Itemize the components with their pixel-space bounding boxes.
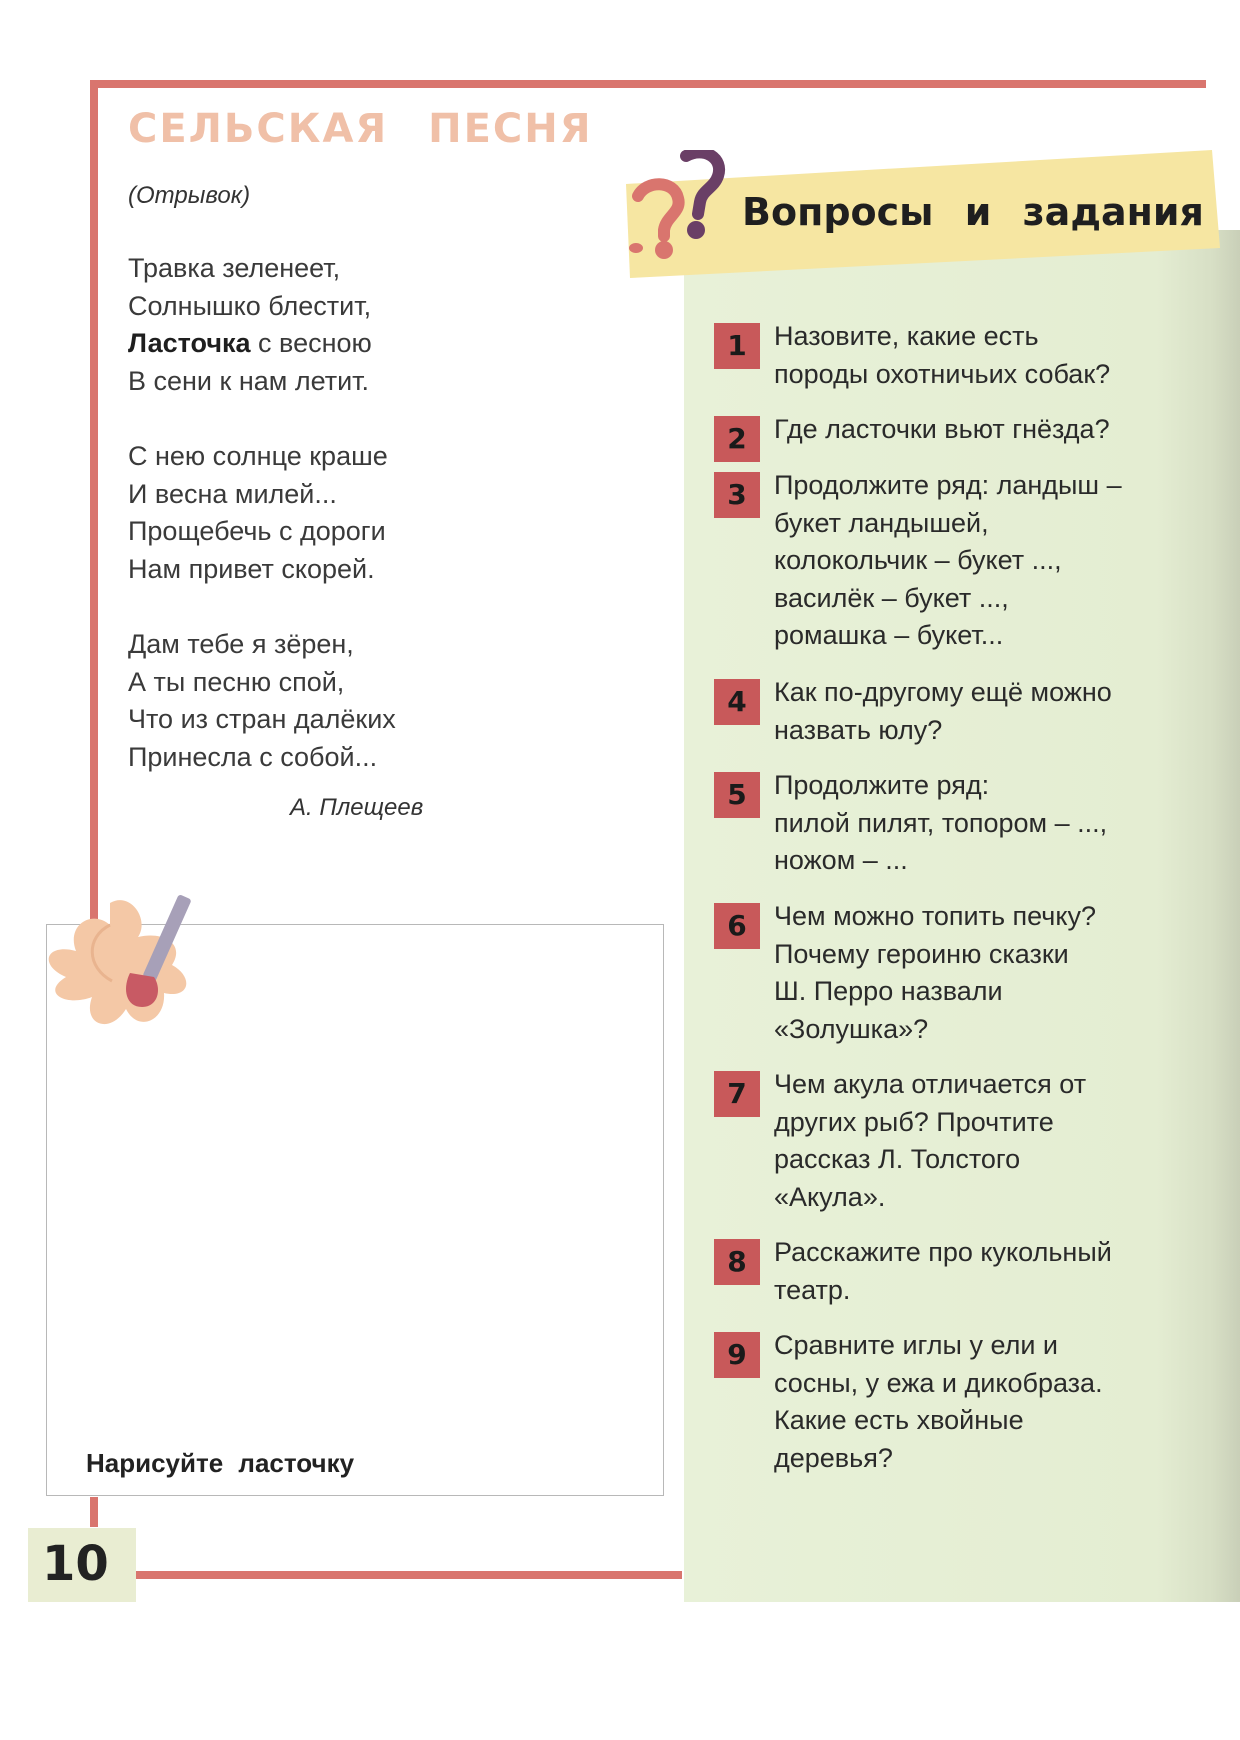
poem-stanza-3 xyxy=(128,626,396,776)
question-number-badge: 7 xyxy=(714,1071,760,1117)
question-line: букет ландышей, xyxy=(774,507,989,538)
question-line: Почему героиню сказки xyxy=(774,938,1069,969)
poem-line: В сени к нам летит. xyxy=(128,365,370,396)
question-line: Сравните иглы у ели и xyxy=(774,1330,1058,1360)
questions-title: Вопросы и задания xyxy=(742,190,1204,234)
question-line: пилой пилят, топором – ..., xyxy=(774,807,1108,838)
question-line: деревья? xyxy=(774,1442,893,1473)
question-text xyxy=(774,467,1240,655)
question-line: «Акула». xyxy=(774,1181,886,1212)
poem-subtitle: (Отрывок) xyxy=(128,182,251,209)
question-number-badge: 5 xyxy=(714,772,760,818)
poem-line: Прощебечь с дороги xyxy=(128,516,386,546)
paint-brush-icon xyxy=(26,885,216,1055)
question-line: рассказ Л. Толстого xyxy=(774,1144,1021,1174)
question-line: ромашка – букет... xyxy=(774,620,1004,650)
poem-title: СЕЛЬСКАЯ ПЕСНЯ xyxy=(128,106,593,152)
question-text xyxy=(774,318,1240,393)
question-number-badge: 3 xyxy=(714,472,760,518)
poem-author: А. Плещеев xyxy=(290,794,424,821)
question-text xyxy=(774,767,1240,880)
question-text xyxy=(774,1327,1240,1477)
poem-line: Солнышко блестит, xyxy=(128,290,372,321)
question-line: породы охотничьих собак? xyxy=(774,358,1111,389)
question-line: Где ласточки вьют гнёзда? xyxy=(774,414,1110,444)
poem-line: Дам тебе я зёрен, xyxy=(128,629,354,659)
page-frame-left xyxy=(90,80,98,922)
question-line: Продолжите ряд: ландыш – xyxy=(774,470,1122,500)
question-line: ножом – ... xyxy=(774,845,908,875)
poem-line xyxy=(128,325,372,363)
question-number-badge: 2 xyxy=(714,416,760,462)
question-line: Какие есть хвойные xyxy=(774,1405,1024,1435)
question-text xyxy=(774,411,1240,449)
poem-line: Травка зеленеет, xyxy=(128,253,341,283)
poem-line: А ты песню спой, xyxy=(128,666,345,697)
question-line: василёк – букет ..., xyxy=(774,582,1009,613)
question-line: Расскажите про кукольный xyxy=(774,1237,1112,1267)
page-number: 10 xyxy=(28,1528,136,1602)
question-text xyxy=(774,674,1240,749)
poem-line-rest: с весною xyxy=(250,328,372,358)
question-text xyxy=(774,1234,1240,1309)
question-text xyxy=(774,1066,1240,1216)
question-line: назвать юлу? xyxy=(774,714,943,745)
poem-line: Что из стран далёких xyxy=(128,704,396,734)
question-line: других рыб? Прочтите xyxy=(774,1106,1054,1137)
page-frame-left-lower xyxy=(90,1497,98,1527)
question-line: «Золушка»? xyxy=(774,1013,929,1044)
page-frame-bottom xyxy=(132,1571,682,1579)
question-number-badge: 6 xyxy=(714,903,760,949)
poem-line: Нам привет скорей. xyxy=(128,553,375,584)
question-line: Ш. Перро назвали xyxy=(774,976,1003,1006)
question-number-badge: 8 xyxy=(714,1239,760,1285)
question-text xyxy=(774,898,1240,1048)
poem-line: С нею солнце краше xyxy=(128,441,388,471)
question-number-badge: 1 xyxy=(714,323,760,369)
poem-stanza-1 xyxy=(128,250,372,400)
poem-line: И весна милей... xyxy=(128,478,337,509)
question-number-badge: 9 xyxy=(714,1332,760,1378)
question-line: театр. xyxy=(774,1274,851,1305)
question-line: колокольчик – букет ..., xyxy=(774,545,1062,575)
question-line: Продолжите ряд: xyxy=(774,770,990,800)
question-line: сосны, у ежа и дикобраза. xyxy=(774,1367,1103,1398)
drawing-task-label: Нарисуйте ласточку xyxy=(86,1448,355,1478)
question-number-badge: 4 xyxy=(714,679,760,725)
question-line: Назовите, какие есть xyxy=(774,321,1039,351)
page-frame-top xyxy=(90,80,1206,88)
question-line: Чем можно топить печку? xyxy=(774,901,1096,931)
poem-highlight-word: Ласточка xyxy=(128,328,251,358)
question-line: Чем акула отличается от xyxy=(774,1069,1087,1099)
poem-line: Принесла с собой... xyxy=(128,741,378,772)
question-line: Как по-другому ещё можно xyxy=(774,677,1112,707)
poem-stanza-2 xyxy=(128,438,388,588)
